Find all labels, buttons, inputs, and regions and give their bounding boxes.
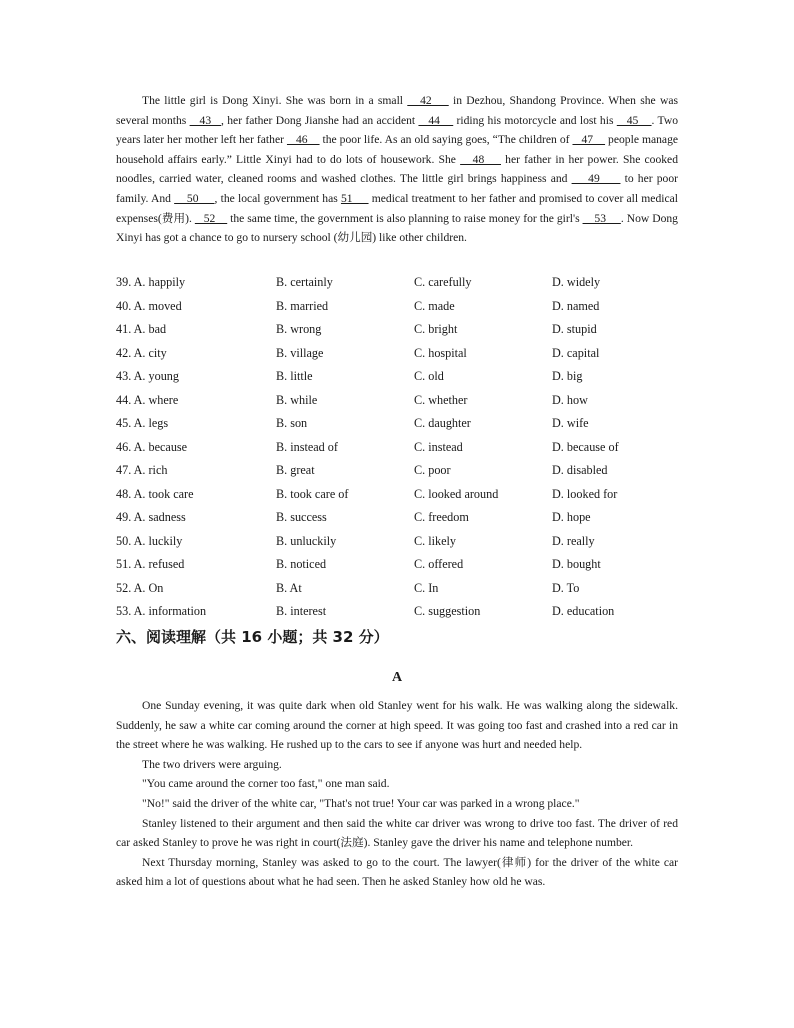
option-c[interactable]: C. hospital (414, 345, 467, 360)
option-c[interactable]: C. old (414, 369, 444, 384)
option-d[interactable]: D. stupid (552, 322, 597, 337)
blank-50: 50 (174, 191, 215, 205)
passage-paragraph: "No!" said the driver of the white car, "That's not true! Your car was parked in a wrong place." (142, 796, 580, 810)
blank-45: 45 (616, 113, 652, 127)
blank-44: 44 (418, 113, 454, 127)
passage-a (116, 696, 678, 892)
option-row-49 (116, 506, 716, 530)
option-c[interactable]: C. likely (414, 533, 456, 548)
option-a[interactable]: 51. A. refused (116, 557, 185, 572)
option-c[interactable]: C. poor (414, 463, 451, 478)
passage-title: A (391, 670, 403, 685)
option-a[interactable]: 49. A. sadness (116, 510, 186, 525)
option-row-44 (116, 389, 716, 413)
option-a[interactable]: 42. A. city (116, 345, 167, 360)
option-d[interactable]: D. wife (552, 416, 589, 431)
passage-paragraph: One Sunday evening, it was quite dark when old Stanley went for his walk. He was walking along the sidewalk. Suddenly, he saw a white car coming around the corner at high speed. It was going too fast and crashed into a red car in the street where he was walking. He rushed up to the cars to see if anyone was hurt and needed help. (116, 699, 678, 752)
option-a[interactable]: 41. A. bad (116, 322, 167, 337)
cloze-passage: The little girl is Dong Xinyi. She was born in a small 42 in Dezhou, Shandong Province. When she was several months 43 , her father Dong Jianshe had an accident 44 riding his motorcycle and lost his 45 . Two years later her mother left her father 46 the poor life. As an old saying goes, “The children of 47 people manage household affairs early.” Little Xinyi had to do lots of housework. She 48 her father in her power. She cooked noodles, carried water, cleaned rooms and washed clothes. The little girl brings happiness and 49 to her poor family. And 50 , the local government has 51 medical treatment to her father and promised to cover all medical expenses(费用). 52 the same time, the government is also planning to raise money for the girl's 53 . Now Dong Xinyi has got a chance to go to nursery school (幼儿园) like other children. (116, 94, 679, 245)
option-c[interactable]: C. daughter (414, 416, 471, 431)
blank-47: 47 (572, 133, 606, 147)
blank-46: 46 (286, 133, 320, 147)
options-list (116, 271, 716, 624)
passage-paragraph: "You came around the corner too fast," one man said. (142, 777, 390, 791)
option-row-41 (116, 318, 716, 342)
option-b[interactable]: B. married (276, 298, 329, 313)
option-b[interactable]: B. little (276, 369, 313, 384)
option-a[interactable]: 50. A. luckily (116, 533, 183, 548)
option-row-46 (116, 436, 716, 460)
option-a[interactable]: 39. A. happily (116, 275, 186, 290)
option-a[interactable]: 53. A. information (116, 604, 207, 619)
option-b[interactable]: B. certainly (276, 275, 333, 290)
option-row-42 (116, 342, 716, 366)
passage-paragraph: Next Thursday morning, Stanley was asked to go to the court. The lawyer(律师) for the driver of the white car asked him a lot of questions about what he had seen. Then he asked Stanley how old he was. (116, 855, 678, 889)
option-d[interactable]: D. capital (552, 345, 600, 360)
option-row-51 (116, 553, 716, 577)
option-d[interactable]: D. hope (552, 510, 591, 525)
option-a[interactable]: 48. A. took care (116, 486, 194, 501)
option-row-40 (116, 295, 716, 319)
option-d[interactable]: D. bought (552, 557, 601, 572)
option-a[interactable]: 45. A. legs (116, 416, 169, 431)
option-d[interactable]: D. education (552, 604, 615, 619)
option-b[interactable]: B. village (276, 345, 324, 360)
option-a[interactable]: 46. A. because (116, 439, 188, 454)
option-b[interactable]: B. while (276, 392, 318, 407)
option-b[interactable]: B. unluckily (276, 533, 337, 548)
option-b[interactable]: B. great (276, 463, 315, 478)
option-c[interactable]: C. whether (414, 392, 468, 407)
option-b[interactable]: B. At (276, 580, 302, 595)
option-d[interactable]: D. To (552, 580, 580, 595)
blank-42: 42 (407, 94, 449, 107)
option-row-50 (116, 530, 716, 554)
blank-53: 53 (582, 211, 621, 225)
blank-49: 49 (571, 172, 621, 186)
option-a[interactable]: 43. A. young (116, 369, 179, 384)
option-c[interactable]: C. made (414, 298, 455, 313)
option-row-47 (116, 459, 716, 483)
option-d[interactable]: D. looked for (552, 486, 618, 501)
option-row-39 (116, 271, 716, 295)
blank-43: 43 (189, 113, 222, 127)
option-b[interactable]: B. interest (276, 604, 327, 619)
option-c[interactable]: C. looked around (414, 486, 499, 501)
option-row-53 (116, 600, 716, 624)
blank-51: 51 (340, 191, 369, 205)
option-c[interactable]: C. In (414, 580, 439, 595)
option-row-45 (116, 412, 716, 436)
option-b[interactable]: B. took care of (276, 486, 349, 501)
option-a[interactable]: 40. A. moved (116, 298, 182, 313)
option-b[interactable]: B. wrong (276, 322, 322, 337)
option-d[interactable]: D. widely (552, 275, 601, 290)
blank-52: 52 (194, 211, 228, 225)
option-row-52 (116, 577, 716, 601)
option-a[interactable]: 52. A. On (116, 580, 164, 595)
option-a[interactable]: 47. A. rich (116, 463, 168, 478)
passage-paragraph: Stanley listened to their argument and then said the white car driver was wrong to drive too fast. The driver of red car asked Stanley to prove he was right in court(法庭). Stanley gave the driver his name and telephone number. (116, 816, 678, 850)
option-row-43 (116, 365, 716, 389)
option-c[interactable]: C. bright (414, 322, 458, 337)
option-row-48 (116, 483, 716, 507)
option-b[interactable]: B. noticed (276, 557, 327, 572)
option-b[interactable]: B. instead of (276, 439, 338, 454)
option-d[interactable]: D. because of (552, 439, 619, 454)
option-a[interactable]: 44. A. where (116, 392, 179, 407)
option-b[interactable]: B. success (276, 510, 327, 525)
passage-paragraph: The two drivers were arguing. (142, 757, 282, 771)
option-d[interactable]: D. named (552, 298, 600, 313)
option-b[interactable]: B. son (276, 416, 308, 431)
blank-48: 48 (460, 152, 501, 166)
option-c[interactable]: C. suggestion (414, 604, 481, 619)
option-d[interactable]: D. disabled (552, 463, 608, 478)
option-c[interactable]: C. instead (414, 439, 463, 454)
section-heading: 六、阅读理解（共 16 小题；共 32 分） (116, 628, 389, 646)
option-c[interactable]: C. offered (414, 557, 464, 572)
option-d[interactable]: D. big (552, 369, 583, 384)
option-d[interactable]: D. how (552, 392, 588, 407)
option-c[interactable]: C. carefully (414, 275, 472, 290)
option-d[interactable]: D. really (552, 533, 595, 548)
option-c[interactable]: C. freedom (414, 510, 469, 525)
